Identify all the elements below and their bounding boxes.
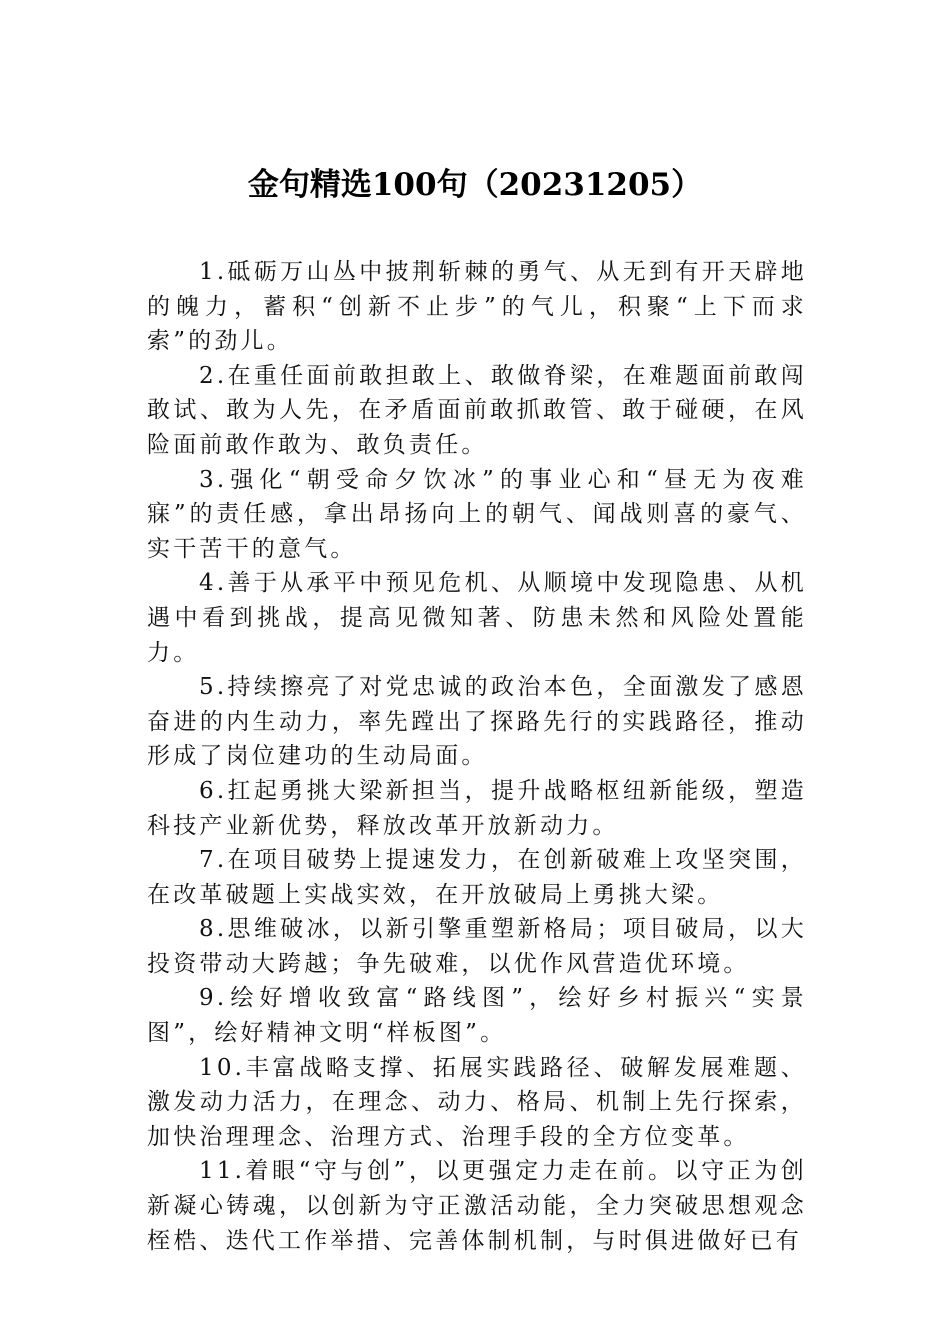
paragraph-5: 5.持续擦亮了对党忠诚的政治本色，全面激发了感恩奋进的内生动力，率先蹚出了探路先行的实践路径，推动形成了岗位建功的生动局面。 [147,674,807,770]
paragraph-4: 4.善于从承平中预见危机、从顺境中发现隐患、从机遇中看到挑战，提高见微知著、防患未然和风险处置能力。 [147,570,807,666]
paragraph-10: 10.丰富战略支撑、拓展实践路径、破解发展难题、激发动力活力，在理念、动力、格局、机制上先行探索，加快治理理念、治理方式、治理手段的全方位变革。 [147,1054,807,1150]
paragraph-11: 11.着眼“守与创”，以更强定力走在前。以守正为创新凝心铸魂，以创新为守正激活动能，全力突破思想观念桎梏、迭代工作举措、完善体制机制，与时俱进做好已有 [147,1158,807,1254]
paragraph-1: 1.砥砺万山丛中披荆斩棘的勇气、从无到有开天辟地的魄力，蓄积“创新不止步”的气儿，积聚“上下而求索”的劲儿。 [147,259,807,355]
document-body [147,255,807,1258]
paragraph-6: 6.扛起勇挑大梁新担当，提升战略枢纽新能级，塑造科技产业新优势，释放改革开放新动力。 [147,777,807,839]
paragraph-7: 7.在项目破势上提速发力，在创新破难上攻坚突围，在改革破题上实战实效，在开放破局上勇挑大梁。 [147,847,807,908]
document-title: 金句精选100句（20231205） [247,167,703,203]
paragraph-3: 3.强化“朝受命夕饮冰”的事业心和“昼无为夜难寐”的责任感，拿出昂扬向上的朝气、闻战则喜的豪气、实干苦干的意气。 [147,466,807,562]
paragraph-9: 9.绘好增收致富“路线图”，绘好乡村振兴“实景图”，绘好精神文明“样板图”。 [147,985,807,1047]
paragraph-8: 8.思维破冰，以新引擎重塑新格局；项目破局，以大投资带动大跨越；争先破难，以优作风营造优环境。 [147,916,807,977]
paragraph-2: 2.在重任面前敢担敢上、敢做脊梁，在难题面前敢闯敢试、敢为人先，在矛盾面前敢抓敢管、敢于碰硬，在风险面前敢作敢为、敢负责任。 [147,362,807,458]
